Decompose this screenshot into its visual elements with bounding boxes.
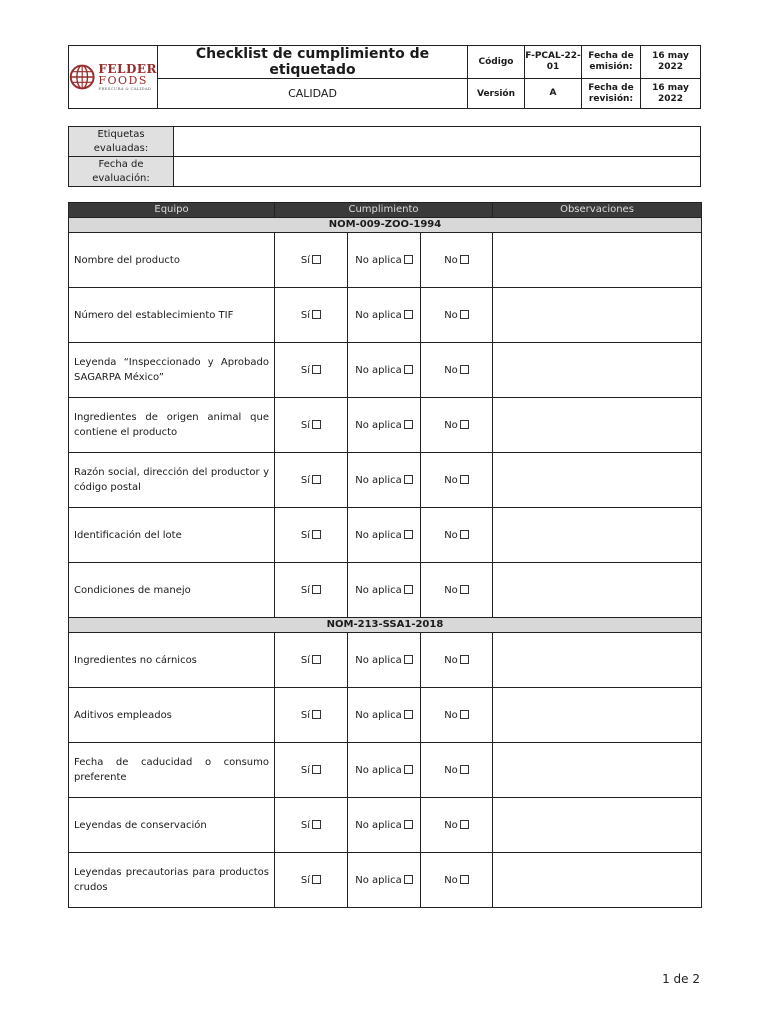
checkbox-icon[interactable] bbox=[312, 420, 321, 429]
option-label: No bbox=[444, 584, 458, 596]
globe-icon bbox=[69, 62, 95, 92]
review-date-label: Fecha de revisión: bbox=[582, 79, 641, 109]
checkbox-icon[interactable] bbox=[312, 310, 321, 319]
option-label: No bbox=[444, 419, 458, 431]
checkbox-icon[interactable] bbox=[312, 820, 321, 829]
option-no[interactable] bbox=[421, 688, 493, 743]
checklist-row bbox=[69, 633, 702, 688]
checklist-row bbox=[69, 233, 702, 288]
option-label: Sí bbox=[300, 874, 311, 886]
checkbox-icon[interactable] bbox=[460, 710, 469, 719]
option-si[interactable] bbox=[275, 563, 348, 618]
checklist-table bbox=[68, 202, 702, 908]
review-date-value: 16 may 2022 bbox=[641, 79, 701, 109]
option-label: No aplica bbox=[355, 709, 402, 721]
option-label: Sí bbox=[300, 654, 311, 666]
checkbox-icon[interactable] bbox=[312, 365, 321, 374]
option-label: No aplica bbox=[355, 529, 402, 541]
checklist-row bbox=[69, 343, 702, 398]
option-label: No bbox=[444, 764, 458, 776]
option-no-aplica[interactable] bbox=[348, 508, 421, 563]
checkbox-icon[interactable] bbox=[404, 585, 413, 594]
option-no-aplica[interactable] bbox=[348, 688, 421, 743]
option-label: No aplica bbox=[355, 764, 402, 776]
option-si[interactable] bbox=[275, 398, 348, 453]
checkbox-icon[interactable] bbox=[404, 820, 413, 829]
option-label: No aplica bbox=[355, 364, 402, 376]
option-no[interactable] bbox=[421, 798, 493, 853]
page-number: 1 de 2 bbox=[662, 972, 700, 986]
observations-field[interactable] bbox=[493, 743, 702, 798]
option-no[interactable] bbox=[421, 453, 493, 508]
option-si[interactable] bbox=[275, 508, 348, 563]
option-si[interactable] bbox=[275, 288, 348, 343]
item-label: Fecha de caducidad o consumo preferente bbox=[69, 743, 275, 798]
checkbox-icon[interactable] bbox=[460, 420, 469, 429]
option-label: Sí bbox=[300, 709, 311, 721]
checkbox-icon[interactable] bbox=[312, 655, 321, 664]
option-no[interactable] bbox=[421, 398, 493, 453]
checkbox-icon[interactable] bbox=[312, 765, 321, 774]
checklist-row bbox=[69, 853, 702, 908]
labels-evaluated-field[interactable] bbox=[174, 127, 701, 157]
option-no-aplica[interactable] bbox=[348, 398, 421, 453]
option-no[interactable] bbox=[421, 743, 493, 798]
checkbox-icon[interactable] bbox=[404, 530, 413, 539]
option-label: No aplica bbox=[355, 254, 402, 266]
option-no[interactable] bbox=[421, 633, 493, 688]
version-value: A bbox=[525, 79, 582, 109]
checkbox-icon[interactable] bbox=[312, 475, 321, 484]
code-label: Código bbox=[468, 46, 525, 79]
observations-field[interactable] bbox=[493, 233, 702, 288]
item-label: Ingredientes no cárnicos bbox=[69, 633, 275, 688]
option-si[interactable] bbox=[275, 343, 348, 398]
checkbox-icon[interactable] bbox=[460, 765, 469, 774]
option-label: No aplica bbox=[355, 474, 402, 486]
checkbox-icon[interactable] bbox=[460, 530, 469, 539]
checklist-row bbox=[69, 563, 702, 618]
option-label: No bbox=[444, 529, 458, 541]
checkbox-icon[interactable] bbox=[404, 875, 413, 884]
version-label: Versión bbox=[468, 79, 525, 109]
checkbox-icon[interactable] bbox=[460, 585, 469, 594]
checklist-row bbox=[69, 798, 702, 853]
observations-field[interactable] bbox=[493, 633, 702, 688]
labels-evaluated-label: Etiquetas evaluadas: bbox=[69, 127, 174, 157]
option-label: Sí bbox=[300, 309, 311, 321]
issue-date-value: 16 may 2022 bbox=[641, 46, 701, 79]
column-observaciones: Observaciones bbox=[493, 203, 702, 218]
evaluation-date-label: Fecha de evaluación: bbox=[69, 157, 174, 187]
checkbox-icon[interactable] bbox=[404, 420, 413, 429]
item-label: Condiciones de manejo bbox=[69, 563, 275, 618]
option-si[interactable] bbox=[275, 233, 348, 288]
checkbox-icon[interactable] bbox=[460, 475, 469, 484]
option-label: No bbox=[444, 654, 458, 666]
section-title: NOM-213-SSA1-2018 bbox=[69, 618, 702, 633]
item-label: Nombre del producto bbox=[69, 233, 275, 288]
option-label: Sí bbox=[300, 764, 311, 776]
logo-cell bbox=[69, 46, 158, 109]
code-value: F-PCAL-22-01 bbox=[525, 46, 582, 79]
checkbox-icon[interactable] bbox=[404, 655, 413, 664]
observations-field[interactable] bbox=[493, 398, 702, 453]
option-si[interactable] bbox=[275, 453, 348, 508]
checklist-row bbox=[69, 743, 702, 798]
option-no-aplica[interactable] bbox=[348, 798, 421, 853]
option-label: Sí bbox=[300, 254, 311, 266]
section-row bbox=[69, 618, 702, 633]
document-title: Checklist de cumplimiento de etiquetado bbox=[158, 46, 468, 79]
option-si[interactable] bbox=[275, 743, 348, 798]
option-no-aplica[interactable] bbox=[348, 853, 421, 908]
option-label: No bbox=[444, 364, 458, 376]
option-label: No aplica bbox=[355, 819, 402, 831]
checkbox-icon[interactable] bbox=[460, 310, 469, 319]
department: CALIDAD bbox=[158, 79, 468, 109]
observations-field[interactable] bbox=[493, 453, 702, 508]
observations-field[interactable] bbox=[493, 288, 702, 343]
checkbox-icon[interactable] bbox=[404, 365, 413, 374]
checkbox-icon[interactable] bbox=[312, 875, 321, 884]
item-label: Razón social, dirección del productor y código postal bbox=[69, 453, 275, 508]
checkbox-icon[interactable] bbox=[312, 585, 321, 594]
issue-date-label: Fecha de emisión: bbox=[582, 46, 641, 79]
column-cumplimiento: Cumplimiento bbox=[275, 203, 493, 218]
evaluation-info bbox=[68, 126, 701, 187]
checkbox-icon[interactable] bbox=[460, 820, 469, 829]
column-equipo: Equipo bbox=[69, 203, 275, 218]
option-label: No bbox=[444, 254, 458, 266]
option-label: Sí bbox=[300, 529, 311, 541]
checkbox-icon[interactable] bbox=[460, 365, 469, 374]
option-no-aplica[interactable] bbox=[348, 633, 421, 688]
option-no-aplica[interactable] bbox=[348, 343, 421, 398]
option-si[interactable] bbox=[275, 633, 348, 688]
checkbox-icon[interactable] bbox=[460, 255, 469, 264]
option-si[interactable] bbox=[275, 853, 348, 908]
checkbox-icon[interactable] bbox=[404, 310, 413, 319]
checkbox-icon[interactable] bbox=[312, 530, 321, 539]
option-si[interactable] bbox=[275, 798, 348, 853]
option-label: Sí bbox=[300, 419, 311, 431]
company-logo bbox=[69, 62, 157, 92]
logo-tagline: FRESCURA & CALIDAD bbox=[98, 86, 152, 91]
option-no[interactable] bbox=[421, 233, 493, 288]
option-label: Sí bbox=[300, 474, 311, 486]
observations-field[interactable] bbox=[493, 563, 702, 618]
checklist-row bbox=[69, 508, 702, 563]
option-no[interactable] bbox=[421, 288, 493, 343]
option-label: No aplica bbox=[355, 874, 402, 886]
option-label: No bbox=[444, 309, 458, 321]
option-label: No bbox=[444, 709, 458, 721]
option-label: Sí bbox=[300, 364, 311, 376]
option-label: Sí bbox=[300, 584, 311, 596]
option-no-aplica[interactable] bbox=[348, 288, 421, 343]
option-no[interactable] bbox=[421, 853, 493, 908]
item-label: Identificación del lote bbox=[69, 508, 275, 563]
checklist-row bbox=[69, 398, 702, 453]
observations-field[interactable] bbox=[493, 798, 702, 853]
checklist-row bbox=[69, 453, 702, 508]
checklist-row bbox=[69, 288, 702, 343]
option-label: No aplica bbox=[355, 584, 402, 596]
section-title: NOM-009-ZOO-1994 bbox=[69, 218, 702, 233]
logo-wordmark bbox=[98, 63, 157, 91]
option-label: No bbox=[444, 474, 458, 486]
checkbox-icon[interactable] bbox=[312, 255, 321, 264]
option-no[interactable] bbox=[421, 343, 493, 398]
option-no-aplica[interactable] bbox=[348, 743, 421, 798]
option-no-aplica[interactable] bbox=[348, 453, 421, 508]
checkbox-icon[interactable] bbox=[312, 710, 321, 719]
checkbox-icon[interactable] bbox=[460, 875, 469, 884]
evaluation-date-field[interactable] bbox=[174, 157, 701, 187]
observations-field[interactable] bbox=[493, 688, 702, 743]
observations-field[interactable] bbox=[493, 343, 702, 398]
checkbox-icon[interactable] bbox=[404, 710, 413, 719]
checkbox-icon[interactable] bbox=[404, 255, 413, 264]
option-label: No aplica bbox=[355, 419, 402, 431]
option-no-aplica[interactable] bbox=[348, 233, 421, 288]
item-label: Leyendas de conservación bbox=[69, 798, 275, 853]
checklist-body bbox=[69, 203, 702, 908]
option-label: No bbox=[444, 819, 458, 831]
checkbox-icon[interactable] bbox=[404, 475, 413, 484]
section-row bbox=[69, 218, 702, 233]
option-si[interactable] bbox=[275, 688, 348, 743]
option-label: No aplica bbox=[355, 654, 402, 666]
column-header-row bbox=[69, 203, 702, 218]
item-label: Aditivos empleados bbox=[69, 688, 275, 743]
document-header bbox=[68, 45, 701, 109]
observations-field[interactable] bbox=[493, 853, 702, 908]
logo-line2: FOODS bbox=[98, 74, 148, 87]
option-no[interactable] bbox=[421, 508, 493, 563]
item-label: Leyendas precautorias para productos crudos bbox=[69, 853, 275, 908]
checkbox-icon[interactable] bbox=[404, 765, 413, 774]
observations-field[interactable] bbox=[493, 508, 702, 563]
checkbox-icon[interactable] bbox=[460, 655, 469, 664]
option-label: No bbox=[444, 874, 458, 886]
option-label: Sí bbox=[300, 819, 311, 831]
option-no-aplica[interactable] bbox=[348, 563, 421, 618]
item-label: Ingredientes de origen animal que contiene el producto bbox=[69, 398, 275, 453]
checklist-row bbox=[69, 688, 702, 743]
item-label: Número del establecimiento TIF bbox=[69, 288, 275, 343]
option-no[interactable] bbox=[421, 563, 493, 618]
option-label: No aplica bbox=[355, 309, 402, 321]
logo-line1: FELDER bbox=[98, 62, 157, 76]
item-label: Leyenda “Inspeccionado y Aprobado SAGARPA México” bbox=[69, 343, 275, 398]
